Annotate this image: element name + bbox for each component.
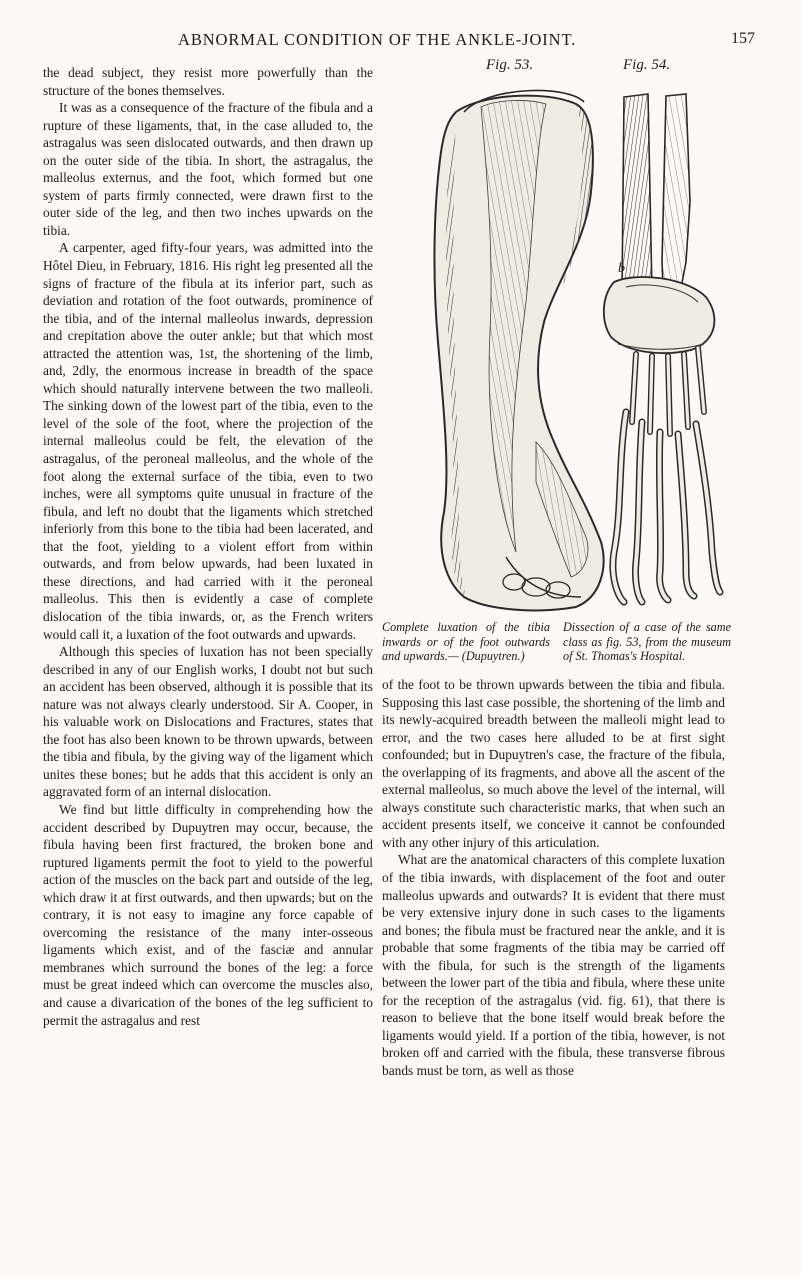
fig-54-caption: Dissection of a case of the same class as fig. 53, from the museum of St. Thomas's Hospital.	[563, 620, 731, 664]
paragraph: A carpenter, aged fifty-four years, was admitted into the Hôtel Dieu, in February, 1816. His right leg presented all the signs of fracture of the fibula at its inferior part, such as deviation and rotation of the foot outwards, prominence of the tibia, and of the internal malleolus inwards, depression and crepitation above the outer ankle; but that which most attracted the attention was, 1st, the shortening of the limb, and, 2dly, the enormous increase in breadth of the space which should naturally intervene between the two malleoli. The sinking down of the lowest part of the tibia, even to the level of the sole of the foot, where the projection of the internal malleolus could be felt, the elevation of the astragalus, of the peroneal malleolus, and the whole of the foot along the external surface of the tibia, even to two inches, were all symptoms quite unusual in fracture of the fibula, and left no doubt that the ligaments which stretched inferiorly from this bone to the tibia had been lacerated, and that the foot, yielding to a violent effort from within outwards, and from below upwards, had been luxated in these directions, and had carried with it the peroneal malleolus. This then is evidently a case of complete dislocation of the tibia inwards, or, as the French writers would call it, a luxation of the foot outwards and upwards.	[43, 240, 373, 642]
fig-54-marker: b	[618, 261, 625, 276]
fig-54-label: Fig. 54.	[623, 57, 671, 73]
left-column	[43, 64, 373, 1029]
fig-54-illustration	[604, 94, 720, 602]
fig-53-illustration	[434, 91, 603, 611]
paragraph: of the foot to be thrown upwards between the tibia and fibula. Supposing this last case possible, the shortening of the limb and its newly-acquired breadth between the malleoli might lead to error, and the two cases here alluded to be at first sight confounded; but in Dupuytren's case, the fracture of the fibula, the overlapping of its fragments, and above all the ascent of the external malleolus, so much above the level of the internal, will always constitute such characteristic marks, that when such an accident presents itself, we conceive it cannot be confounded with any other injury of this articulation.	[382, 677, 725, 850]
paragraph: the dead subject, they resist more powerfully than the structure of the bones themselves.	[43, 65, 373, 98]
fig-53-label: Fig. 53.	[486, 57, 534, 73]
fig-53-caption: Complete luxation of the tibia inwards or of the foot outwards and upwards.— (Dupuytren.)	[382, 620, 550, 664]
anatomical-plate	[386, 82, 731, 617]
paragraph: We find but little difficulty in comprehending how the accident described by Dupuytren may occur, because, the fibula having been first fractured, the broken bone and ruptured ligaments permit the foot to yield to the powerful action of the muscles on the back part and outside of the leg, which draw it at first outwards, and then upwards; but on the contrary, it is not easy to imagine any force capable of overcoming the resistance of the many inter-osseous ligaments which exist, and of the fasciæ and annular membranes which surround the bones of the leg: a force must be great indeed which can overcome the muscles also, and cause a divarication of the bones of the leg sufficient to permit the astragalus and rest	[43, 801, 373, 1028]
right-column	[382, 676, 725, 1080]
running-head	[0, 30, 801, 52]
running-title: ABNORMAL CONDITION OF THE ANKLE-JOINT.	[178, 30, 577, 49]
paragraph: It was as a consequence of the fracture of the fibula and a rupture of these ligaments, that, in the case alluded to, the astragalus was seen dislocated outwards, and then drawn up on the outer side of the tibia. In short, the astragalus, the malleolus externus, and the foot, which formed but one system of parts firmly connected, were drawn first to the outer side of the leg, and then two inches upwards on the tibia.	[43, 100, 373, 238]
page-number: 157	[731, 30, 755, 47]
paragraph: What are the anatomical characters of this complete luxation of the tibia inwards, with displacement of the foot and outer malleolus upwards and outwards? It is evident that there must be very extensive injury done in such cases to the ligaments and bones; the fibula must be fractured near the ankle, and it is probable that some fragments of the tibia may be carried off with the fibula, for such is the strength of the ligaments between the lower part of the tibia and fibula, where these unite for the reception of the astragalus (vid. fig. 61), that there is reason to believe that the bone itself would break before the ligaments would yield. If a portion of the tibia, however, is not broken off and carried with the fibula, these transverse fibrous bands must be torn, as well as those	[382, 852, 725, 1079]
paragraph: Although this species of luxation has not been specially described in any of our English works, I doubt not but such an accident has been observed, although it is possible that its nature was not always clearly understood. Sir A. Cooper, in his valuable work on Dislocations and Fractures, states that the foot has also been known to be thrown upwards, between the tibia and fibula, by the giving way of the ligament which unites these bones; but he adds that this accident is only an aggravated form of an internal dislocation.	[43, 644, 373, 800]
